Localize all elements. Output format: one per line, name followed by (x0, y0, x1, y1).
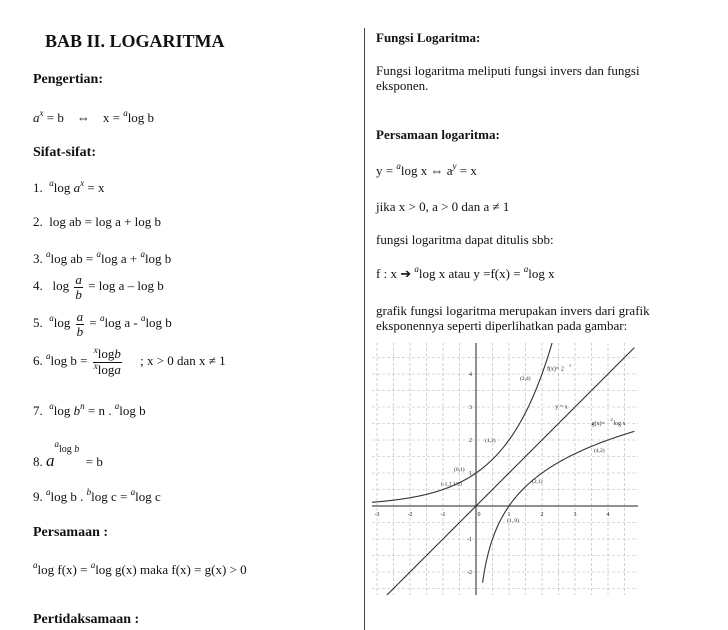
x-tick-label: -2 (407, 512, 413, 518)
pengertian-heading: Pengertian: (33, 72, 103, 87)
p5-fraction (76, 310, 85, 339)
y-tick-label: -1 (467, 537, 472, 543)
p8-exponent (54, 439, 80, 455)
p1-num: 1. (33, 180, 43, 195)
p4-frac-den: b (75, 286, 82, 302)
pers-t1: log f(x) = (37, 562, 91, 577)
fungsi-heading: Fungsi Logaritma: (376, 30, 481, 45)
p3-sup2: a (96, 249, 101, 259)
def-base: a (33, 110, 40, 125)
x-tick-label: -3 (374, 512, 380, 518)
property-6 (33, 345, 226, 378)
p8-num: 8. (33, 454, 43, 469)
p7-sup: a (49, 401, 54, 411)
ditulis-text: fungsi logaritma dapat ditulis sbb: (376, 232, 554, 247)
p4-log: log (52, 278, 70, 293)
series-label-logarithm: g(x)= (591, 421, 605, 428)
p4-rest: = log a – log b (88, 278, 164, 293)
series-label-logarithm-sup: 2 (610, 417, 613, 423)
p6-dtext: log (97, 361, 115, 377)
point-label: (1, 0) (507, 518, 519, 524)
arrow-icon: ➔ (400, 266, 412, 281)
p3-sup1: a (46, 249, 51, 259)
p1-sup: a (49, 178, 54, 188)
p9-t1: log b . (50, 489, 87, 504)
p6-nvar: b (114, 345, 121, 361)
pertidaksamaan-heading: Pertidaksamaan : (33, 612, 140, 627)
persamaan-formula (33, 562, 247, 579)
y-tick-label: 4 (469, 372, 472, 378)
eq1-sup1: a (396, 161, 401, 171)
x-tick-label: 1 (507, 512, 511, 518)
property-5 (33, 307, 172, 340)
grafik-text: grafik fungsi logaritma merupakan invers dari grafik eksponennya seperti diperlihatkan pada gambar: (376, 303, 650, 333)
p6-ntext: log (97, 345, 115, 361)
definition-formula (33, 110, 154, 127)
sifat-heading: Sifat-sifat: (33, 145, 96, 160)
p3-sup3: a (140, 249, 145, 259)
p9-num: 9. (33, 489, 43, 504)
p5-t2: log a - (104, 315, 141, 330)
x-tick-label: 4 (606, 512, 610, 518)
y-tick-label: 3 (469, 405, 472, 411)
p5-frac-den: b (76, 323, 84, 339)
eq1-t1: y = (376, 163, 397, 178)
p3-num: 3. (33, 251, 43, 266)
point-label: (2,1) (532, 479, 543, 485)
p2-text: log ab = log a + log b (49, 214, 162, 229)
eq1-t3: = x (456, 163, 477, 178)
p9-sup3: a (130, 487, 136, 497)
p7-b: b (73, 403, 81, 418)
series-label-exponential: f(x)= 2 (546, 366, 564, 373)
column-divider (364, 28, 365, 630)
def-rhs-pre: x = (102, 110, 124, 125)
point-label: (1,2) (485, 438, 496, 444)
p9-sup2: b (86, 487, 92, 497)
p7-sup2: a (114, 401, 120, 411)
def-rhs-sup: a (123, 108, 128, 118)
p3-t3: log b (144, 251, 172, 266)
p5-log: log (53, 315, 71, 330)
p8-sup-a: a (54, 439, 59, 449)
p4-frac-num: a (75, 271, 82, 287)
p7-t2: = n . (84, 403, 115, 418)
p6-num: 6. (33, 353, 43, 368)
p6-fraction (93, 344, 122, 378)
p5-sup: a (49, 313, 54, 323)
x-tick-label: -1 (440, 512, 446, 518)
p1-x: x (80, 178, 85, 188)
log-exp-chart (372, 343, 638, 595)
p5-frac-num: a (76, 308, 84, 324)
x-tick-label: 3 (573, 512, 577, 518)
point-label: (0,1) (454, 467, 465, 473)
property-9 (33, 489, 161, 506)
def-rhs-post: log b (127, 110, 155, 125)
x-tick-label: 0 (477, 512, 481, 518)
y-tick-label: 1 (469, 471, 472, 477)
p9-t2: log c = (91, 489, 131, 504)
p3-t2: log a + (100, 251, 141, 266)
p5-sup2: a (99, 313, 105, 323)
p6-cond: ; x > 0 dan x ≠ 1 (140, 353, 226, 368)
property-1 (33, 180, 104, 197)
p6-dsup: x (93, 360, 98, 371)
mapping-formula (376, 266, 555, 283)
p2-num: 2. (33, 214, 43, 229)
p6-frac-den (93, 360, 122, 378)
page-title: BAB II. LOGARITMA (45, 31, 225, 51)
series-line-exponential (372, 343, 555, 502)
persamaan-heading: Persamaan : (33, 525, 109, 540)
property-4 (33, 270, 164, 302)
p6-dvar: a (114, 361, 121, 377)
p8-rest: = b (85, 454, 103, 469)
pers-sup1: a (33, 560, 38, 570)
p7-t3: log b (119, 403, 146, 418)
map-sup2: a (523, 264, 529, 274)
def-iff: ⇔ (76, 110, 90, 125)
p5-sup3: a (140, 313, 146, 323)
p1-log: log (53, 180, 71, 195)
point-label: (4,2) (594, 448, 605, 454)
series-label-logarithm-tail: log x (613, 421, 626, 428)
p9-t3: log c (135, 489, 161, 504)
p1-rest: = x (84, 180, 105, 195)
p7-n: n (80, 401, 85, 411)
p8-a: a (46, 451, 55, 470)
p6-t1: log b = (50, 353, 91, 368)
p8-sup-b: b (74, 444, 80, 455)
p7-t1: log (53, 403, 74, 418)
point-label: (2,4) (520, 376, 531, 382)
p5-num: 5. (33, 315, 43, 330)
log-equation (376, 163, 477, 180)
p7-num: 7. (33, 403, 43, 418)
persamaan-log-heading: Persamaan logaritma: (376, 127, 500, 142)
p8-sup-log: log (59, 444, 72, 455)
property-2 (33, 214, 161, 229)
series-label-identity: y = x (555, 404, 568, 411)
p6-nsup: x (93, 344, 98, 355)
series-label-exponential-sup: x (568, 362, 572, 368)
map-t1: f : x (376, 266, 401, 281)
point-label: (-1,1 1/2) (441, 481, 462, 488)
def-eq: = b (43, 110, 64, 125)
map-t3: log x atau y =f(x) = (418, 266, 524, 281)
y-tick-label: -2 (467, 570, 472, 576)
x-tick-label: 2 (540, 512, 544, 518)
p6-sup: a (46, 351, 51, 361)
p4-fraction (74, 273, 83, 302)
property-7 (33, 403, 146, 420)
p5-eq: = (89, 315, 100, 330)
def-exp: x (39, 108, 44, 118)
pers-sup2: a (90, 560, 96, 570)
y-tick-label: 2 (469, 438, 472, 444)
map-sup1: a (414, 264, 419, 274)
fungsi-text: Fungsi logaritma meliputi fungsi invers dan fungsi eksponen. (376, 63, 640, 93)
p5-t3: log b (145, 315, 172, 330)
p4-num: 4. (33, 278, 43, 293)
condition-text: jika x > 0, a > 0 dan a ≠ 1 (376, 199, 510, 214)
eq1-t2: log x ⇔ a (400, 163, 453, 178)
property-3 (33, 251, 171, 268)
p9-sup1: a (46, 487, 51, 497)
p1-a: a (73, 180, 81, 195)
property-8 (33, 439, 103, 471)
eq1-sup2: y (452, 161, 457, 171)
map-t4: log x (528, 266, 555, 281)
p3-t1: log ab = (50, 251, 97, 266)
pers-t2: log g(x) maka f(x) = g(x) > 0 (95, 562, 247, 577)
